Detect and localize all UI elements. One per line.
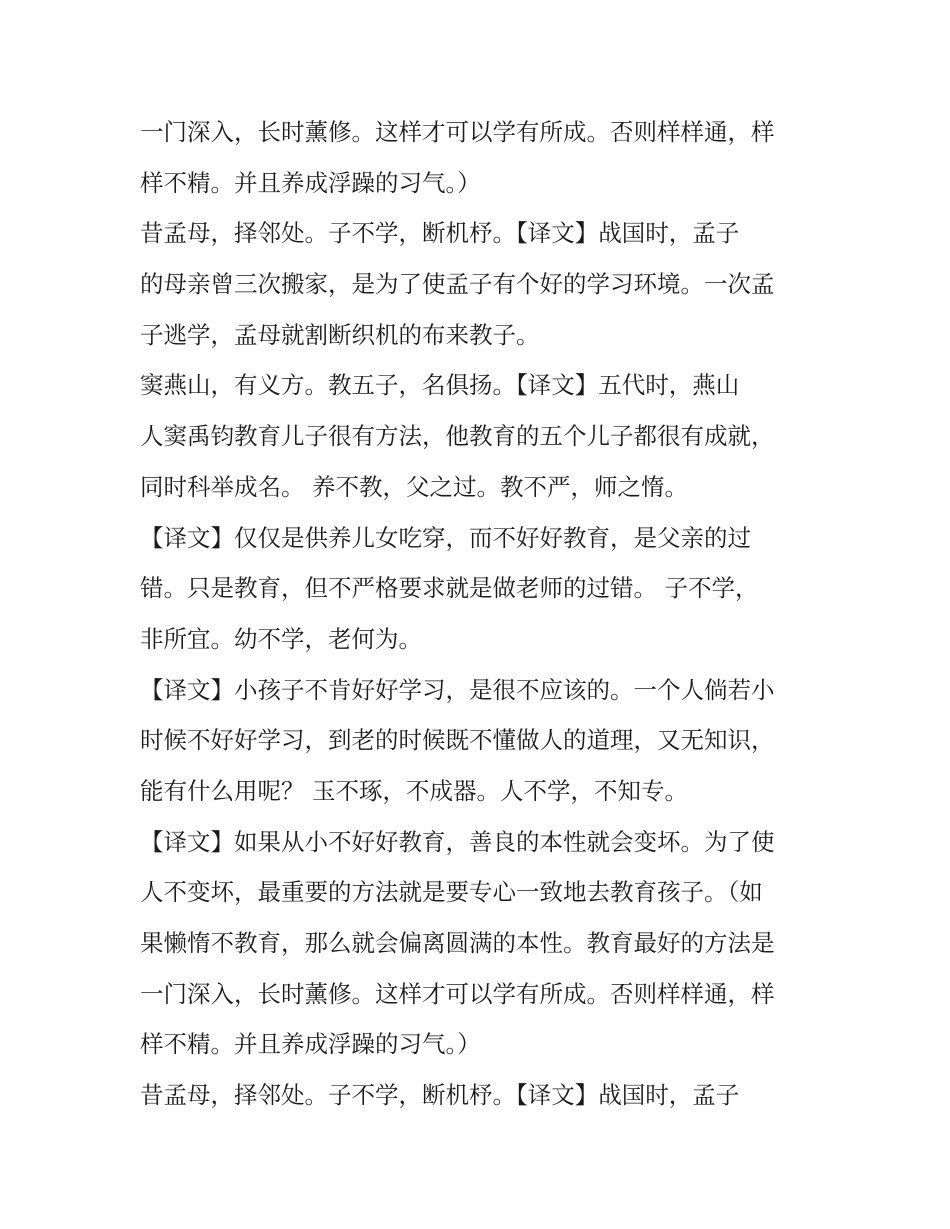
text-line: 一门深入，长时薰修。这样才可以学有所成。否则样样通，样 bbox=[140, 118, 775, 146]
text-line: 时候不好好学习，到老的时候既不懂做人的道理，又无知识， bbox=[140, 726, 775, 755]
text-line: 错。只是教育，但不严格要求就是做老师的过错。 子不学， bbox=[140, 574, 759, 603]
text-line: 一门深入，长时薰修。这样才可以学有所成。否则样样通，样 bbox=[140, 979, 775, 1008]
text-line: 昔孟母，择邻处。子不学，断机杼。【译文】战国时，孟子 bbox=[140, 219, 740, 248]
text-line: 果懒惰不教育，那么就会偏离圆满的本性。教育最好的方法是 bbox=[140, 929, 775, 957]
text-line: 能有什么用呢？ 玉不琢，不成器。人不学，不知专。 bbox=[140, 776, 688, 805]
text-line: 窦燕山，有义方。教五子，名俱扬。【译文】五代时，燕山 bbox=[140, 371, 740, 400]
text-line: 人窦禹钧教育儿子很有方法，他教育的五个儿子都很有成就， bbox=[140, 422, 775, 451]
text-line: 非所宜。幼不学，老何为。 bbox=[140, 624, 422, 653]
text-line: 样不精。并且养成浮躁的习气。） bbox=[140, 1030, 481, 1059]
text-line: 同时科举成名。 养不教，父之过。教不严，师之惰。 bbox=[140, 472, 688, 501]
document-body bbox=[140, 107, 820, 1121]
text-line: 子逃学，孟母就割断织机的布来教子。 bbox=[140, 320, 540, 349]
text-line: 人不变坏，最重要的方法就是要专心一致地去教育孩子。（如 bbox=[140, 878, 763, 907]
text-line: 样不精。并且养成浮躁的习气。） bbox=[140, 168, 481, 197]
text-line: 【译文】小孩子不肯好好学习，是很不应该的。一个人倘若小 bbox=[140, 675, 775, 704]
text-line: 的母亲曾三次搬家，是为了使孟子有个好的学习环境。一次孟 bbox=[140, 270, 775, 299]
text-line: 【译文】仅仅是供养儿女吃穿，而不好好教育，是父亲的过 bbox=[140, 523, 751, 552]
text-line: 【译文】如果从小不好好教育，善良的本性就会变坏。为了使 bbox=[140, 827, 775, 856]
text-line: 昔孟母，择邻处。子不学，断机杼。【译文】战国时，孟子 bbox=[140, 1081, 740, 1110]
